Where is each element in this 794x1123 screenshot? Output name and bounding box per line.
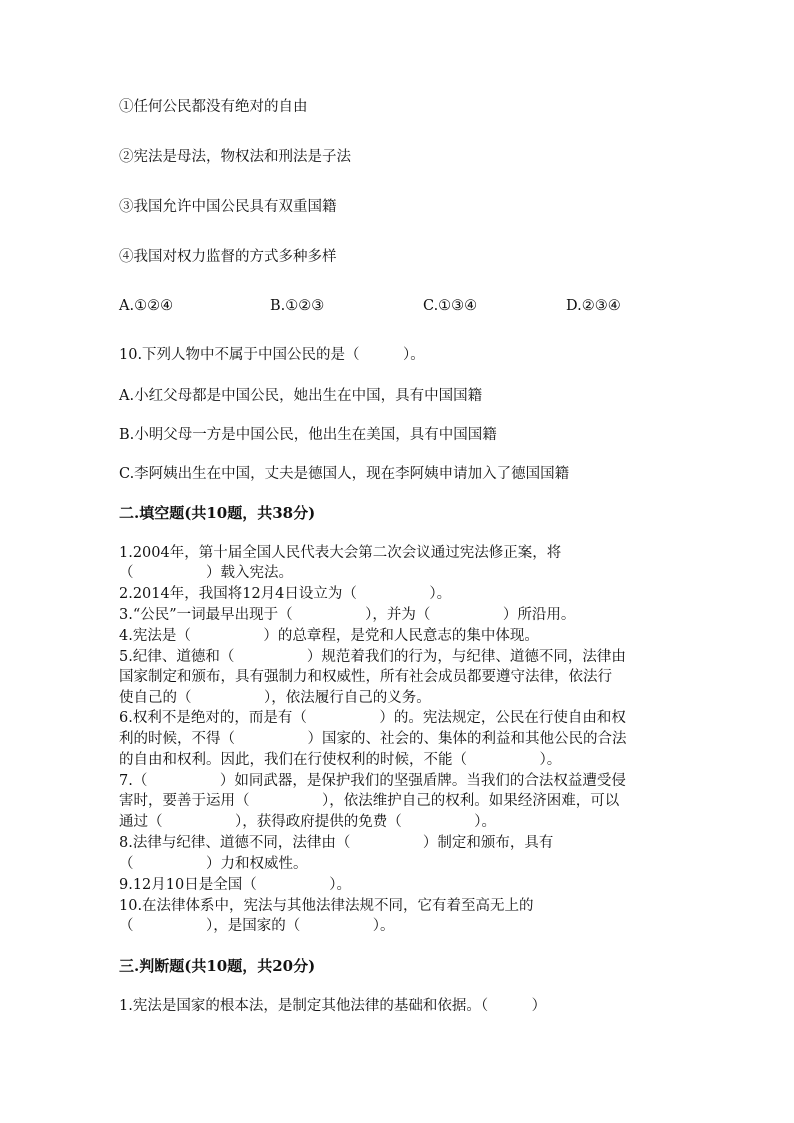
fill-line: 8.法律与纪律、道德不同，法律由（ ）制定和颁布，具有 xyxy=(119,835,554,851)
fill-line: （ ）力和权威性。 xyxy=(119,856,308,872)
fill-line: 2.2014年，我国将12月4日设立为（ ）。 xyxy=(119,586,452,602)
fill-line: 6.权利不是绝对的，而是有（ ）的。宪法规定，公民在行使自由和权 xyxy=(119,710,626,726)
q10-option-c: C.李阿姨出生在中国，丈夫是德国人，现在李阿姨申请加入了德国国籍 xyxy=(119,466,570,482)
q10-option-b: B.小明父母一方是中国公民，他出生在美国，具有中国国籍 xyxy=(119,427,497,443)
fill-line: 5.纪律、道德和（ ）规范着我们的行为，与纪律、道德不同，法律由 xyxy=(119,649,626,665)
fill-line: 4.宪法是（ ）的总章程，是党和人民意志的集中体现。 xyxy=(119,628,539,644)
fill-line: 使自己的（ ），依法履行自己的义务。 xyxy=(119,690,431,706)
q9-statement-3: ③我国允许中国公民具有双重国籍 xyxy=(119,199,337,215)
fill-line: 1.2004年，第十届全国人民代表大会第二次会议通过宪法修正案，将 xyxy=(119,545,562,561)
fill-line: 9.12月10日是全国（ ）。 xyxy=(119,877,351,893)
section-2-title: 二.填空题(共10题，共38分) xyxy=(119,504,316,522)
fill-line: 3.“公民”一词最早出现于（ ），并为（ ）所沿用。 xyxy=(119,607,576,623)
fill-line: 国家制定和颁布，具有强制力和权威性，所有社会成员都要遵守法律，依法行 xyxy=(119,669,612,685)
fill-line: （ ），是国家的（ ）。 xyxy=(119,918,395,934)
fill-line: （ ）载入宪法。 xyxy=(119,565,293,581)
judge-line: 1.宪法是国家的根本法，是制定其他法律的基础和依据。（ ） xyxy=(119,998,547,1014)
q9-statement-1: ①任何公民都没有绝对的自由 xyxy=(119,99,308,115)
q10-option-a: A.小红父母都是中国公民，她出生在中国，具有中国国籍 xyxy=(119,388,483,404)
q9-option-b: B.①②③ xyxy=(270,298,325,314)
fill-line: 通过（ ），获得政府提供的免费（ ）。 xyxy=(119,814,496,830)
fill-line: 害时，要善于运用（ ），依法维护自己的权利。如果经济困难，可以 xyxy=(119,793,620,809)
q9-option-c: C.①③④ xyxy=(423,298,478,314)
section-3-title: 三.判断题(共10题，共20分) xyxy=(119,957,316,975)
q9-statement-4: ④我国对权力监督的方式多种多样 xyxy=(119,249,337,265)
q9-option-d: D.②③④ xyxy=(566,298,621,314)
fill-line: 利的时候，不得（ ）国家的、社会的、集体的利益和其他公民的合法 xyxy=(119,731,627,747)
q9-option-a: A.①②④ xyxy=(119,298,174,314)
fill-line: 10.在法律体系中，宪法与其他法律法规不同，它有着至高无上的 xyxy=(119,898,534,914)
q10-stem: 10.下列人物中不属于中国公民的是（ ）。 xyxy=(119,347,425,363)
fill-line: 7.（ ）如同武器，是保护我们的坚强盾牌。当我们的合法权益遭受侵 xyxy=(119,773,626,789)
q9-statement-2: ②宪法是母法，物权法和刑法是子法 xyxy=(119,149,351,165)
fill-line: 的自由和权利。因此，我们在行使权利的时候，不能（ ）。 xyxy=(119,752,562,768)
